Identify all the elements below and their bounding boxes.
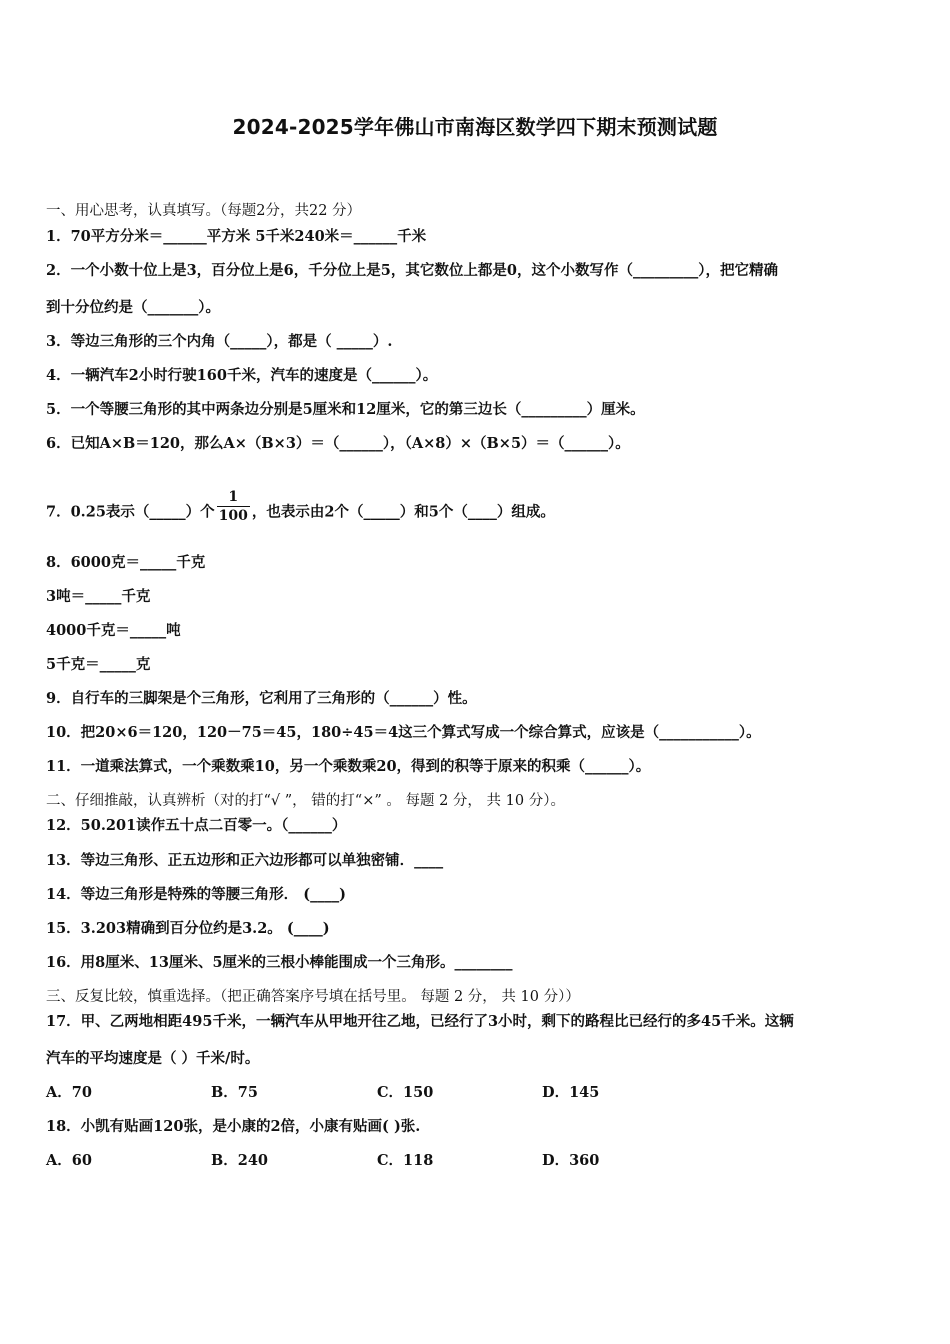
question-9: 9．自行车的三脚架是个三角形，它利用了三角形的（______）性。 xyxy=(46,690,477,707)
question-3: 3．等边三角形的三个内角（_____），都是（ _____）. xyxy=(46,333,393,350)
section-1-header: 一、用心思考，认真填写。（每题2分，共22 分） xyxy=(46,203,362,219)
question-10: 10．把20×6＝120，120－75＝45，180÷45＝4这三个算式写成一个综合算式，应该是（___________）。 xyxy=(46,724,761,741)
question-15: 15．3.203精确到百分位约是3.2。 (____) xyxy=(46,920,330,937)
question-14: 14．等边三角形是特殊的等腰三角形． (____) xyxy=(46,886,346,903)
question-17-options xyxy=(46,1083,906,1103)
fraction-denominator: 100 xyxy=(218,508,248,524)
question-1: 1．70平方分米＝______平方米 5千米240米＝______千米 xyxy=(46,228,427,245)
question-17-line-1: 17．甲、乙两地相距495千米，一辆汽车从甲地开往乙地，已经行了3小时，剩下的路程比已经行的多45千米。这辆 xyxy=(46,1013,794,1030)
fraction-numerator: 1 xyxy=(217,488,250,507)
question-8-part-c: 4000千克＝_____吨 xyxy=(46,622,181,639)
question-17-line-2: 汽车的平均速度是（ ）千米/时。 xyxy=(46,1050,260,1067)
page-title: 2024-2025学年佛山市南海区数学四下期末预测试题 xyxy=(232,115,718,139)
question-16: 16．用8厘米、13厘米、5厘米的三根小棒能围成一个三角形。________ xyxy=(46,954,513,971)
option-a[interactable]: A．60 xyxy=(46,1152,92,1169)
question-7-text-after: ，也表示由2个（_____）和5个（____）组成。 xyxy=(251,503,555,521)
option-b[interactable]: B．240 xyxy=(211,1152,269,1169)
option-b[interactable]: B．75 xyxy=(211,1084,258,1101)
question-8-part-b: 3吨＝_____千克 xyxy=(46,588,151,605)
option-d[interactable]: D．145 xyxy=(542,1084,600,1101)
question-4: 4．一辆汽车2小时行驶160千米，汽车的速度是（______）。 xyxy=(46,367,438,384)
question-2-line-2: 到十分位约是（_______）。 xyxy=(46,299,220,316)
question-12: 12．50.201读作五十点二百零一。（______） xyxy=(46,817,347,834)
question-11: 11．一道乘法算式，一个乘数乘10，另一个乘数乘20，得到的积等于原来的积乘（______）。 xyxy=(46,758,651,775)
option-c[interactable]: C．118 xyxy=(377,1152,434,1169)
question-6: 6．已知A×B＝120，那么A×（B×3）＝（______），（A×8）×（B×5）＝（______）。 xyxy=(46,435,630,452)
option-a[interactable]: A．70 xyxy=(46,1084,92,1101)
fraction-one-hundredth xyxy=(217,488,250,525)
question-8-part-a: 8．6000克＝_____千克 xyxy=(46,554,206,571)
question-2-line-1: 2．一个小数十位上是3，百分位上是6，千分位上是5，其它数位上都是0，这个小数写作（_________），把它精确 xyxy=(46,262,778,279)
question-8-part-d: 5千克＝_____克 xyxy=(46,656,151,673)
question-13: 13．等边三角形、正五边形和正六边形都可以单独密铺．____ xyxy=(46,852,444,869)
question-7 xyxy=(46,489,555,531)
question-5: 5．一个等腰三角形的其中两条边分别是5厘米和12厘米，它的第三边长（_________）厘米。 xyxy=(46,401,645,418)
option-d[interactable]: D．360 xyxy=(542,1152,600,1169)
question-18: 18．小凯有贴画120张，是小康的2倍，小康有贴画( )张. xyxy=(46,1118,421,1135)
option-c[interactable]: C．150 xyxy=(377,1084,434,1101)
section-3-header: 三、反复比较，慎重选择。（把正确答案序号填在括号里。 每题 2 分， 共 10 分）） xyxy=(46,989,580,1005)
section-2-header: 二、仔细推敲，认真辨析（对的打“√ ”， 错的打“×” 。 每题 2 分， 共 10 分）。 xyxy=(46,793,565,809)
question-18-options xyxy=(46,1151,906,1171)
question-7-text-before: 7．0.25表示（_____）个 xyxy=(46,503,215,521)
